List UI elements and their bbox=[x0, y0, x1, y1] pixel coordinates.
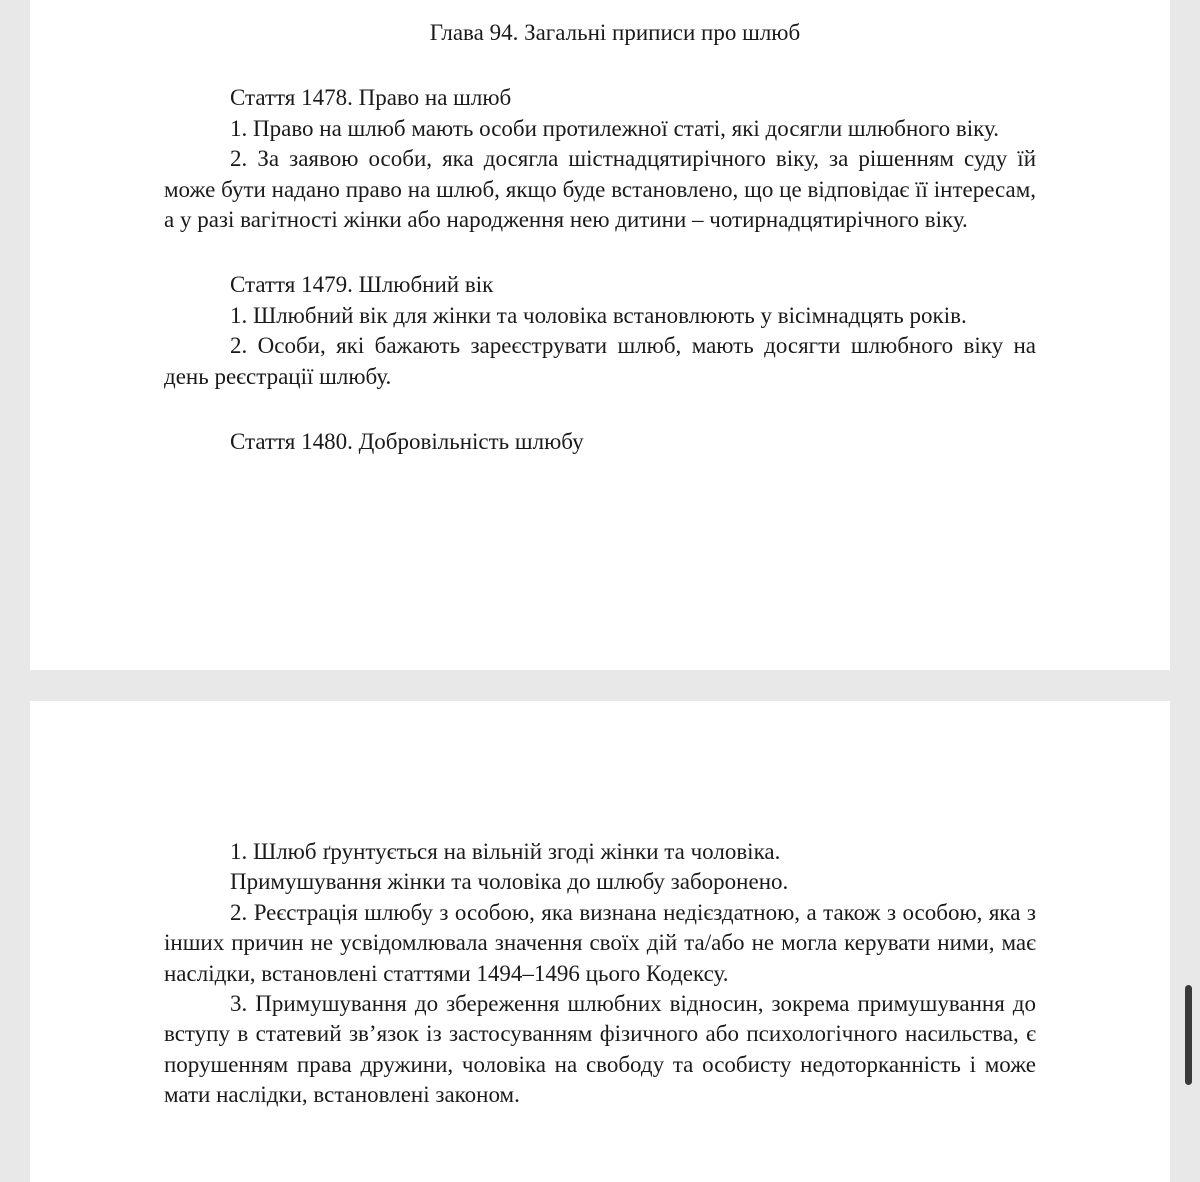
vertical-scrollbar[interactable] bbox=[1185, 985, 1192, 1085]
spacer bbox=[164, 392, 1036, 427]
chapter-title: Глава 94. Загальні приписи про шлюб bbox=[429, 20, 801, 45]
page-2-text bbox=[164, 837, 1036, 1111]
article-1479-paragraph-1: 1. Шлюбний вік для жінки та чоловіка встановлюють у вісімнадцять років. bbox=[230, 302, 967, 328]
article-1479-paragraph-2: 2. Особи, які бажають зареєструвати шлюб, мають досягти шлюбного віку на день реєстрації шлюбу. bbox=[164, 333, 1036, 389]
article-1478-paragraph-1: 1. Право на шлюб мають особи протилежної статі, які досягли шлюбного віку. bbox=[230, 115, 999, 141]
article-1480-title: Стаття 1480. Добровільність шлюбу bbox=[230, 429, 584, 455]
article-1480-paragraph-3: 3. Примушування до збереження шлюбних відносин, зокрема примушування до вступу в статевий зв’язок із застосуванням фізичного або психологічного насильства, є порушенням права дружини, чоловіка на свободу та особисту недоторканність і може мати наслідки, встановлені законом. bbox=[164, 991, 1036, 1108]
article-1479-title: Стаття 1479. Шлюбний вік bbox=[230, 272, 494, 298]
spacer bbox=[164, 235, 1036, 270]
document-page-2 bbox=[30, 701, 1170, 1182]
article-1480-paragraph-1: 1. Шлюб ґрунтується на вільній згоді жінки та чоловіка. bbox=[230, 839, 781, 864]
page-1-text bbox=[164, 18, 1036, 457]
article-1478-paragraph-2: 2. За заявою особи, яка досягла шістнадцятирічного віку, за рішенням суду їй може бути надано право на шлюб, якщо буде встановлено, що це відповідає її інтересам, а у разі вагітності жінки або народження нею дитини – чотирнадцятирічного віку. bbox=[164, 146, 1036, 233]
article-1478-title: Стаття 1478. Право на шлюб bbox=[230, 85, 512, 111]
article-1480-paragraph-2: 2. Реєстрація шлюбу з особою, яка визнана недієздатною, а також з особою, яка з інших причин не усвідомлювала значення своїх дій та/або не могла керувати ними, має наслідки, встановлені статтями 1494–1496 цього Кодексу. bbox=[164, 899, 1036, 986]
article-1480-paragraph-1b: Примушування жінки та чоловіка до шлюбу заборонено. bbox=[230, 869, 789, 895]
document-page-1 bbox=[30, 0, 1170, 670]
